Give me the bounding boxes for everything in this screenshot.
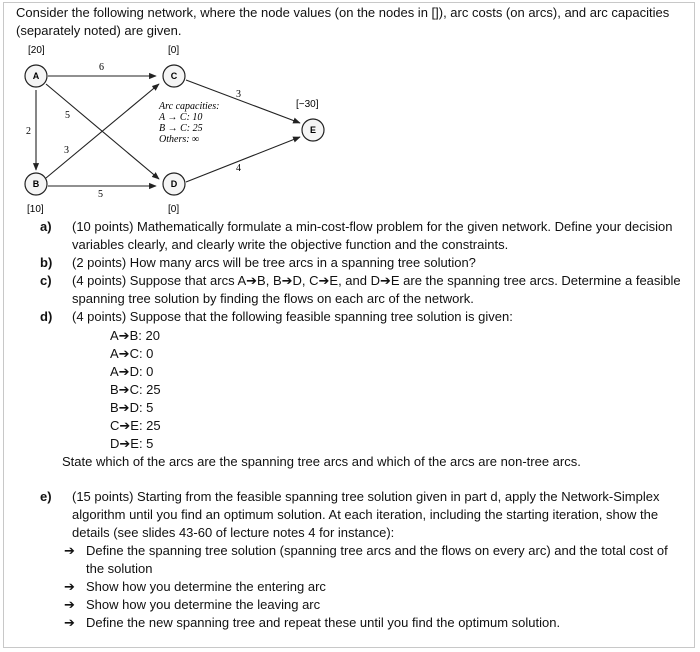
cost-B-C: 3: [64, 145, 69, 156]
node-B: [25, 173, 47, 195]
question-label: a): [40, 219, 52, 234]
node-E: [302, 119, 324, 141]
node-E-value: [−30]: [296, 99, 319, 110]
question-text: (4 points) Suppose that the following feasible spanning tree solution is given:: [72, 309, 513, 324]
question-label: d): [40, 309, 53, 324]
solution-line: C➔E: 25: [110, 418, 161, 433]
question-e: [40, 488, 686, 542]
question-text: (15 points) Starting from the feasible spanning tree solution given in part d, apply the Network-Simplex algorithm until you find an optimum solution. At each iteration, including the starting iteration, show the details (see slides 43-60 of lecture notes 4 for instance):: [72, 489, 660, 540]
question-d: [40, 308, 686, 326]
node-B-value: [10]: [27, 204, 44, 215]
given-solution-list: [110, 327, 161, 453]
cost-B-D: 5: [98, 189, 103, 200]
solution-line: A➔B: 20: [110, 328, 160, 343]
state-instruction: State which of the arcs are the spanning tree arcs and which of the arcs are non-tree arcs.: [62, 454, 581, 469]
intro-text: Consider the following network, where the node values (on the nodes in []), arc costs (on arcs), and arc capacities (separately noted) are given.: [16, 5, 670, 38]
node-C-value: [0]: [168, 45, 180, 56]
node-D: [163, 173, 185, 195]
cost-C-E: 3: [236, 89, 241, 100]
bullet-text: Show how you determine the leaving arc: [86, 597, 321, 612]
cost-A-C: 6: [99, 62, 104, 73]
arrow-icon: ➔: [64, 615, 75, 630]
question-text: (10 points) Mathematically formulate a min-cost-flow problem for the given network. Define your decision variables clearly, and clearly write the objective function and the constraints.: [72, 219, 673, 252]
question-text: (2 points) How many arcs will be tree arcs in a spanning tree solution?: [72, 255, 476, 270]
bullet-item: [62, 596, 682, 614]
question-label: b): [40, 255, 53, 270]
cost-A-D: 5: [65, 110, 70, 121]
solution-line: D➔E: 5: [110, 436, 154, 451]
question-text: (4 points) Suppose that arcs A➔B, B➔D, C➔E, and D➔E are the spanning tree arcs. Determine a feasible spanning tree solution by finding the flows on each arc of the network.: [72, 273, 681, 306]
bullet-list: [62, 542, 682, 632]
svg-text:B → C: 25: B → C: 25: [159, 123, 203, 134]
arrow-icon: ➔: [64, 543, 75, 558]
bullet-item: [62, 578, 682, 596]
svg-text:D: D: [170, 179, 178, 189]
svg-text:A: A: [32, 71, 40, 81]
solution-line: A➔D: 0: [110, 364, 154, 379]
svg-text:A → C: 10: A → C: 10: [159, 112, 203, 123]
question-label: c): [40, 273, 52, 288]
question-a: [40, 218, 686, 254]
solution-line: B➔D: 5: [110, 400, 154, 415]
bullet-text: Define the spanning tree solution (spanning tree arcs and the flows on every arc) and the total cost of the solution: [86, 543, 668, 576]
bullet-text: Show how you determine the entering arc: [86, 579, 326, 594]
svg-text:C: C: [170, 71, 178, 81]
bullet-text: Define the new spanning tree and repeat these until you find the optimum solution.: [86, 615, 561, 630]
solution-line: A➔C: 0: [110, 346, 154, 361]
bullet-item: [62, 614, 682, 632]
svg-text:E: E: [309, 125, 317, 135]
bullet-item: [62, 542, 682, 578]
arrow-icon: ➔: [64, 579, 75, 594]
svg-text:Arc capacities:: Arc capacities:: [159, 101, 220, 112]
arc-D-E: [186, 137, 300, 182]
node-D-value: [0]: [168, 204, 180, 215]
solution-line: B➔C: 25: [110, 382, 161, 397]
arrow-icon: ➔: [64, 597, 75, 612]
node-A-value: [20]: [28, 45, 45, 56]
cost-A-B: 2: [26, 126, 31, 137]
svg-text:B: B: [32, 179, 40, 189]
svg-text:Others: ∞: Others: ∞: [159, 134, 200, 145]
question-b: [40, 254, 686, 272]
node-A: [25, 65, 47, 87]
cost-D-E: 4: [236, 163, 241, 174]
question-c: [40, 272, 686, 308]
node-C: [163, 65, 185, 87]
question-label: e): [40, 489, 52, 504]
arc-capacities-note: [158, 101, 219, 145]
